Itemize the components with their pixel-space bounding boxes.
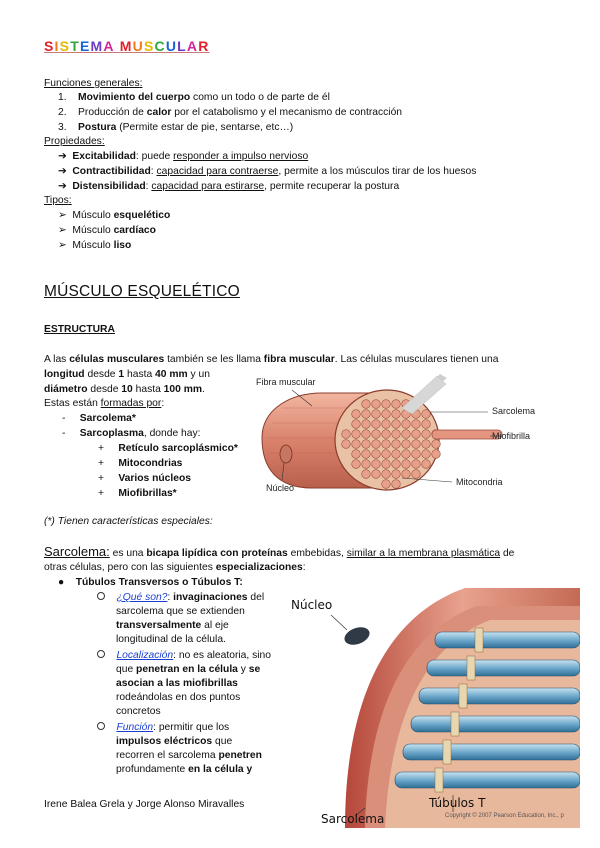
myofibril-mark	[402, 430, 411, 439]
myofibril-mark	[382, 470, 391, 479]
myofibril-tube	[427, 660, 580, 676]
title-letter: T	[70, 38, 80, 54]
myofibril-mark	[372, 440, 381, 449]
myofibril-mark	[382, 450, 391, 459]
sarcolema-line: otras células, pero con las siguientes especializaciones:	[44, 562, 306, 573]
myofibril-mark	[362, 470, 371, 479]
myofibril-mark	[352, 410, 361, 419]
myofibril-mark	[412, 450, 421, 459]
q3-line: profundamente en la célula y	[116, 764, 253, 775]
myofibril-mark	[352, 420, 361, 429]
myofibril-mark	[392, 400, 401, 409]
myofibril-mark	[402, 460, 411, 469]
myofibril-mark	[422, 450, 431, 459]
title-letter: E	[79, 38, 91, 54]
myofibril-mark	[422, 420, 431, 429]
intro-line: A las células musculares también se les llama fibra muscular. Las células musculares tienen una	[44, 354, 499, 365]
myofibril-mark	[402, 440, 411, 449]
myofibril-mark	[402, 450, 411, 459]
t-tubule-mark	[475, 628, 483, 652]
myofibril-mark	[372, 470, 381, 479]
q1-line: sarcolema que se extienden	[116, 606, 245, 617]
tubulos-item: ● Túbulos Transversos o Túbulos T:	[58, 577, 243, 588]
funciones-item: 1. Movimiento del cuerpo como un todo o de parte de él	[58, 92, 330, 103]
funciones-heading: Funciones generales:	[44, 78, 143, 89]
myofibril-mark	[382, 420, 391, 429]
title-letter: L	[177, 38, 187, 54]
myofibril-mark	[362, 430, 371, 439]
title-letter: R	[198, 38, 210, 54]
title-letter: U	[165, 38, 178, 54]
propiedad-item: ➔ Contractibilidad: capacidad para contraerse, permite a los músculos tirar de los huesos	[58, 166, 477, 177]
label-sarcolema-2: Sarcolema	[321, 812, 385, 826]
myofibril-mark	[382, 440, 391, 449]
propiedades-heading: Propiedades:	[44, 136, 105, 147]
myofibril-mark	[372, 460, 381, 469]
myofibril-mark	[352, 440, 361, 449]
tipo-item: ➢ Músculo esquelético	[58, 210, 171, 221]
label-nucleo-2: Núcleo	[291, 598, 333, 612]
tipos-heading: Tipos:	[44, 195, 72, 206]
myofibril-mark	[362, 460, 371, 469]
q1-line: ¿Qué son?: invaginaciones del	[97, 591, 264, 604]
myofibril-mark	[412, 460, 421, 469]
label-tubulos-t: Túbulos T	[429, 796, 486, 810]
title-letter: S	[143, 38, 155, 54]
myofibril-mark	[372, 450, 381, 459]
intro-line: longitud desde 1 hasta 40 mm y un	[44, 369, 211, 380]
subsection-title: ESTRUCTURA	[44, 324, 115, 335]
myofibril-mark	[382, 400, 391, 409]
sarcolema-heading: Sarcolema:	[44, 544, 110, 559]
component-subitem: + Mitocondrias	[98, 458, 183, 469]
myofibril-mark	[392, 450, 401, 459]
footer-authors: Irene Balea Grela y Jorge Alonso Miravalles	[44, 799, 245, 810]
t-tubule-mark	[459, 684, 467, 708]
myofibril-mark	[372, 430, 381, 439]
sarcolema-line: Sarcolema: es una bicapa lipídica con proteínas embebidas, similar a la membrana plasmática de	[44, 544, 515, 559]
myofibril-mark	[382, 430, 391, 439]
t-tubules-illustration	[285, 580, 580, 828]
triangle-arrow-icon: ➢	[58, 210, 67, 221]
q3-line: Función: permitir que los	[97, 721, 229, 734]
note: (*) Tienen características especiales:	[44, 516, 213, 527]
component-item: - Sarcoplasma, donde hay:	[62, 428, 201, 439]
arrow-icon: ➔	[58, 181, 67, 192]
myofibril-mark	[352, 430, 361, 439]
myofibril-mark	[392, 410, 401, 419]
t-tubule-mark	[435, 768, 443, 792]
myofibril-mark	[402, 470, 411, 479]
myofibril-mark	[382, 410, 391, 419]
myofibril-mark	[372, 420, 381, 429]
myofibril-mark	[432, 450, 441, 459]
t-tubule-mark	[443, 740, 451, 764]
myofibril-mark	[392, 420, 401, 429]
q2-line: concretos	[116, 706, 161, 717]
circle-bullet-icon	[97, 722, 105, 730]
title-letter: S	[59, 38, 71, 54]
myofibril-mark	[372, 400, 381, 409]
tipo-item: ➢ Músculo liso	[58, 240, 132, 251]
myofibril-mark	[412, 420, 421, 429]
intro-line: diámetro desde 10 hasta 100 mm.	[44, 384, 205, 395]
myofibril-mark	[412, 470, 421, 479]
title-letter: C	[154, 38, 166, 54]
myofibril-mark	[422, 460, 431, 469]
q1-line: longitudinal de la célula.	[116, 634, 226, 645]
q3-line: recorren el sarcolema penetren	[116, 750, 262, 761]
myofibril-mark	[392, 430, 401, 439]
myofibril-mark	[362, 440, 371, 449]
myofibril-mark	[402, 420, 411, 429]
title-letter: M	[90, 38, 104, 54]
myofibril-mark	[432, 440, 441, 449]
title-letter: I	[54, 38, 60, 54]
page-title	[44, 38, 210, 54]
propiedad-item: ➔ Distensibilidad: capacidad para estirarse, permite recuperar la postura	[58, 181, 400, 192]
myofibril-tube	[419, 688, 580, 704]
bullet-icon: ●	[58, 577, 65, 588]
myofibril-mark	[342, 440, 351, 449]
label-sarcolema: Sarcolema	[492, 406, 536, 416]
component-subitem: + Miofibrillas*	[98, 488, 177, 499]
label-nucleo: Núcleo	[266, 483, 295, 493]
myofibril-mark	[382, 460, 391, 469]
arrow-icon: ➔	[58, 166, 67, 177]
myofibril-mark	[392, 460, 401, 469]
arrow-icon: ➔	[58, 151, 67, 162]
label-fibra: Fibra muscular	[256, 377, 316, 387]
myofibril-tube	[403, 744, 580, 760]
propiedad-item: ➔ Excitabilidad: puede responder a impulso nervioso	[58, 151, 309, 162]
title-letter: M	[119, 38, 133, 54]
myofibril-mark	[362, 450, 371, 459]
component-subitem: + Varios núcleos	[98, 473, 192, 484]
myofibril-mark	[422, 410, 431, 419]
q2-line: que penetran en la célula y se	[116, 664, 261, 675]
t-tubule-mark	[451, 712, 459, 736]
title-letter: A	[186, 38, 199, 54]
myofibril-mark	[372, 410, 381, 419]
myofibril-tube	[435, 632, 580, 648]
circle-bullet-icon	[97, 650, 105, 658]
label-mitocondria: Mitocondria	[456, 477, 503, 487]
myofibril-mark	[362, 410, 371, 419]
myofibril-mark	[352, 450, 361, 459]
title-letter: S	[44, 38, 55, 54]
myofibril-mark	[422, 440, 431, 449]
myofibril-mark	[392, 480, 401, 489]
q2-line: asocian a las miofibrillas	[116, 678, 238, 689]
myofibril-mark	[352, 460, 361, 469]
myofibril-mark	[412, 430, 421, 439]
tipo-item: ➢ Músculo cardíaco	[58, 225, 156, 236]
myofibril-tube	[395, 772, 580, 788]
intro-line: Estas están formadas por:	[44, 398, 165, 409]
myofibril-mark	[392, 470, 401, 479]
t-tubule-mark	[467, 656, 475, 680]
q2-line: rodeándolas en dos puntos	[116, 692, 241, 703]
component-item: - Sarcolema*	[62, 413, 136, 424]
triangle-arrow-icon: ➢	[58, 225, 67, 236]
myofibril-mark	[412, 440, 421, 449]
section-title: MÚSCULO ESQUELÉTICO	[44, 283, 240, 300]
q3-line: impulsos eléctricos que	[116, 736, 233, 747]
q1-line: transversalmente al eje	[116, 620, 229, 631]
copyright: Copyright © 2007 Pearson Education, Inc., p	[445, 813, 564, 819]
myofibril-mark	[362, 420, 371, 429]
component-subitem: + Retículo sarcoplásmico*	[98, 443, 238, 454]
muscle-fiber-figure	[252, 368, 542, 500]
myofibril-mark	[362, 400, 371, 409]
title-letter: U	[132, 38, 144, 54]
funciones-item: 3. Postura (Permite estar de pie, sentarse, etc…)	[58, 122, 294, 133]
label-miofibrilla: Miofibrilla	[492, 431, 531, 441]
t-tubules-figure	[285, 580, 580, 828]
triangle-arrow-icon: ➢	[58, 240, 67, 251]
title-letter: A	[103, 38, 115, 54]
myofibril-mark	[382, 480, 391, 489]
circle-bullet-icon	[97, 592, 105, 600]
funciones-item: 2. Producción de calor por el catabolismo y el mecanismo de contracción	[58, 107, 403, 118]
q2-line: Localización: no es aleatoria, sino	[97, 649, 271, 662]
myofibril-mark	[392, 440, 401, 449]
myofibril-mark	[422, 430, 431, 439]
myofibril-mark	[342, 430, 351, 439]
myofibril-tube	[411, 716, 580, 732]
